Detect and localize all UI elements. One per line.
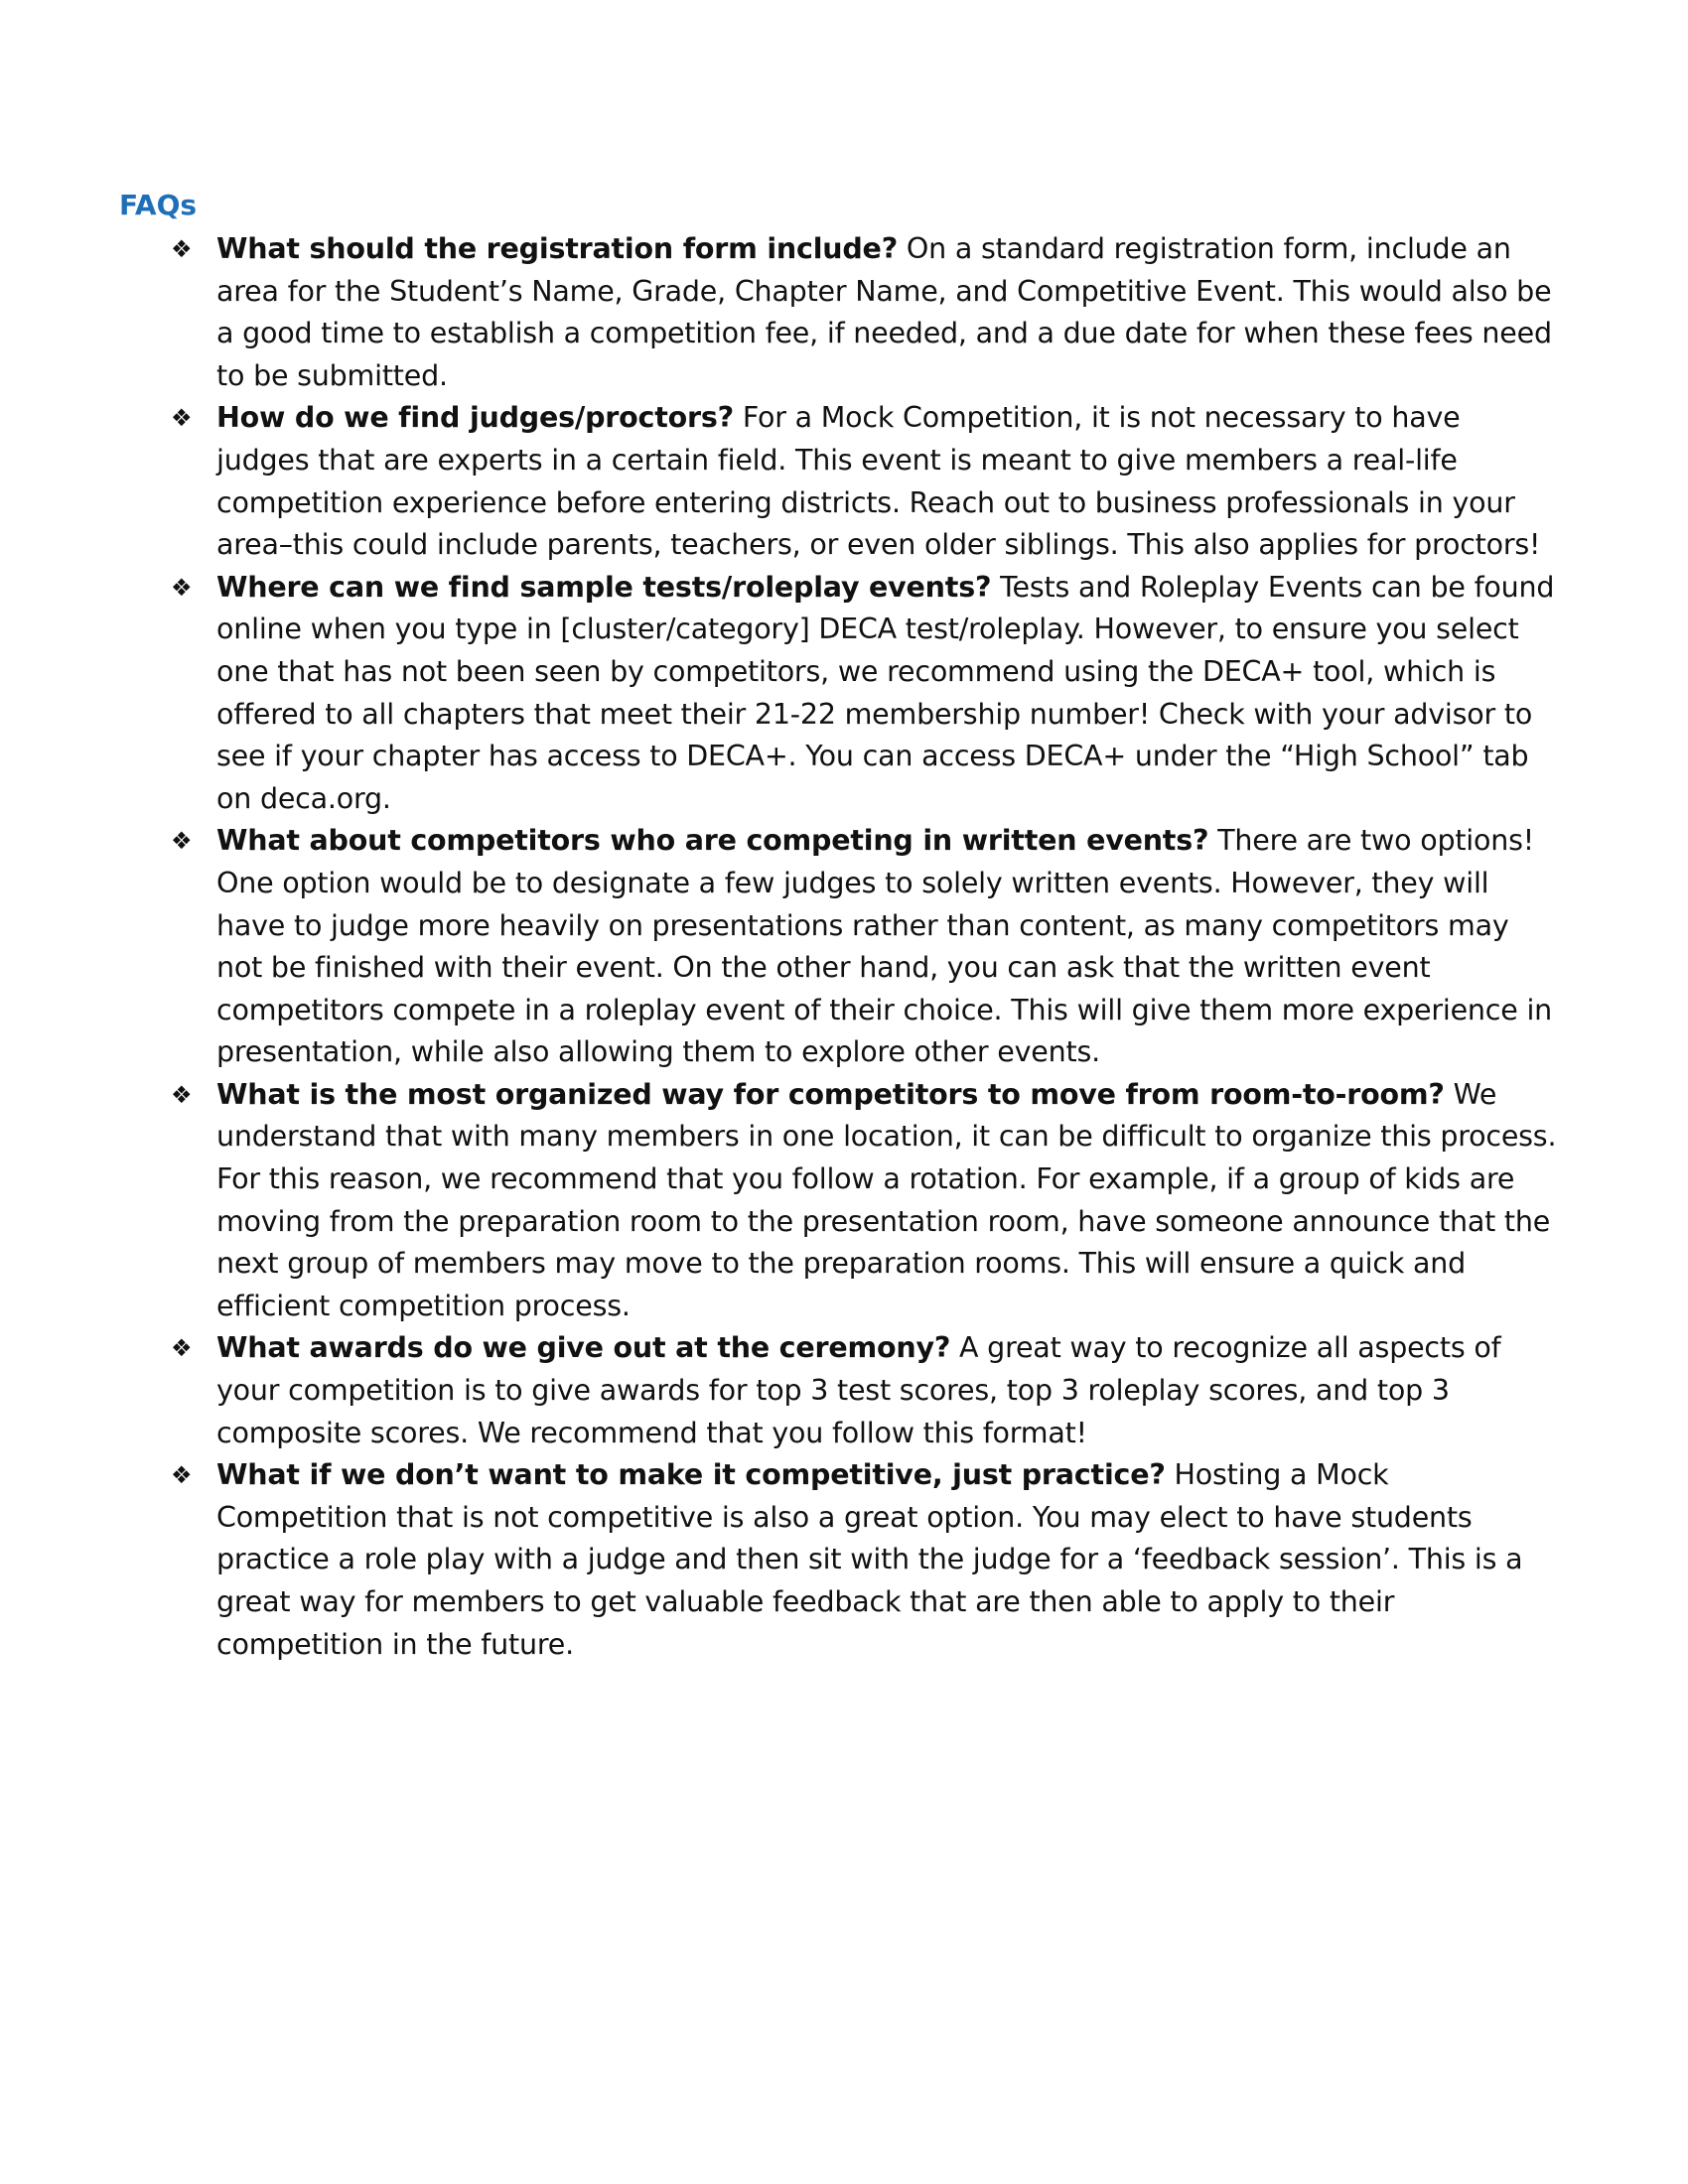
faq-item bbox=[169, 1327, 1559, 1454]
faqs-heading: FAQs bbox=[119, 189, 198, 221]
diamond-bullet-icon: ❖ bbox=[171, 404, 193, 433]
diamond-bullet-icon: ❖ bbox=[171, 1334, 193, 1363]
faq-answer: Tests and Roleplay Events can be found online when you type in [cluster/category] DECA test/roleplay. However, to ensure you select one that has not been seen by competitors, we recommend using the DECA+ tool, which is offered to all chapters that meet their 21-22 membership number! Check with your advisor to see if your chapter has access to DECA+. You can access DECA+ under the “High School” tab on deca.org. bbox=[216, 570, 1555, 815]
faq-item bbox=[169, 397, 1559, 566]
faq-question: What should the registration form include? bbox=[216, 232, 899, 265]
diamond-bullet-icon: ❖ bbox=[171, 827, 193, 856]
faq-item bbox=[169, 1074, 1559, 1328]
faq-question: What is the most organized way for competitors to move from room-to-room? bbox=[216, 1077, 1445, 1111]
faq-item bbox=[169, 228, 1559, 397]
faq-answer: For a Mock Competition, it is not necessary to have judges that are experts in a certain field. This event is meant to give members a real-life competition experience before entering districts. Reach out to business professionals in your area–this could include parents, teachers, or even older siblings. This also applies for proctors! bbox=[216, 401, 1541, 562]
faq-answer: A great way to recognize all aspects of your competition is to give awards for top 3 test scores, top 3 roleplay scores, and top 3 composite scores. We recommend that you follow this format! bbox=[216, 1331, 1501, 1449]
faq-question: What awards do we give out at the ceremony? bbox=[216, 1331, 951, 1365]
faq-answer: We understand that with many members in one location, it can be difficult to organize this process. For this reason, we recommend that you follow a rotation. For example, if a group of kids are moving from the preparation room to the presentation room, have someone announce that the next group of members may move to the preparation rooms. This will ensure a quick and efficient competition process. bbox=[216, 1077, 1557, 1322]
faq-answer: On a standard registration form, include an area for the Student’s Name, Grade, Chapter Name, and Competitive Event. This would also be a good time to establish a competition fee, if needed, and a due date for when these fees need to be submitted. bbox=[216, 232, 1552, 392]
faq-item bbox=[169, 820, 1559, 1074]
faq-question: What if we don’t want to make it competitive, just practice? bbox=[216, 1458, 1166, 1492]
faq-answer: Hosting a Mock Competition that is not competitive is also a great option. You may elect to have students practice a role play with a judge and then sit with the judge for a ‘feedback session’. This is a great way for members to get valuable feedback that are then able to apply to their competition in the future. bbox=[216, 1458, 1523, 1661]
diamond-bullet-icon: ❖ bbox=[171, 1080, 193, 1109]
diamond-bullet-icon: ❖ bbox=[171, 235, 193, 263]
faq-question: What about competitors who are competing in written events? bbox=[216, 824, 1209, 858]
faq-answer: There are two options! One option would be to designate a few judges to solely written events. However, they will have to judge more heavily on presentations rather than content, as many competitors may not be finished with their event. On the other hand, you can ask that the written event competitors compete in a roleplay event of their choice. This will give them more experience in presentation, while also allowing them to explore other events. bbox=[216, 824, 1553, 1069]
diamond-bullet-icon: ❖ bbox=[171, 1461, 193, 1490]
faq-list bbox=[169, 228, 1559, 1666]
faq-question: How do we find judges/proctors? bbox=[216, 401, 734, 435]
faq-item bbox=[169, 1454, 1559, 1666]
diamond-bullet-icon: ❖ bbox=[171, 573, 193, 602]
faq-question: Where can we find sample tests/roleplay events? bbox=[216, 570, 992, 604]
faq-item bbox=[169, 567, 1559, 821]
